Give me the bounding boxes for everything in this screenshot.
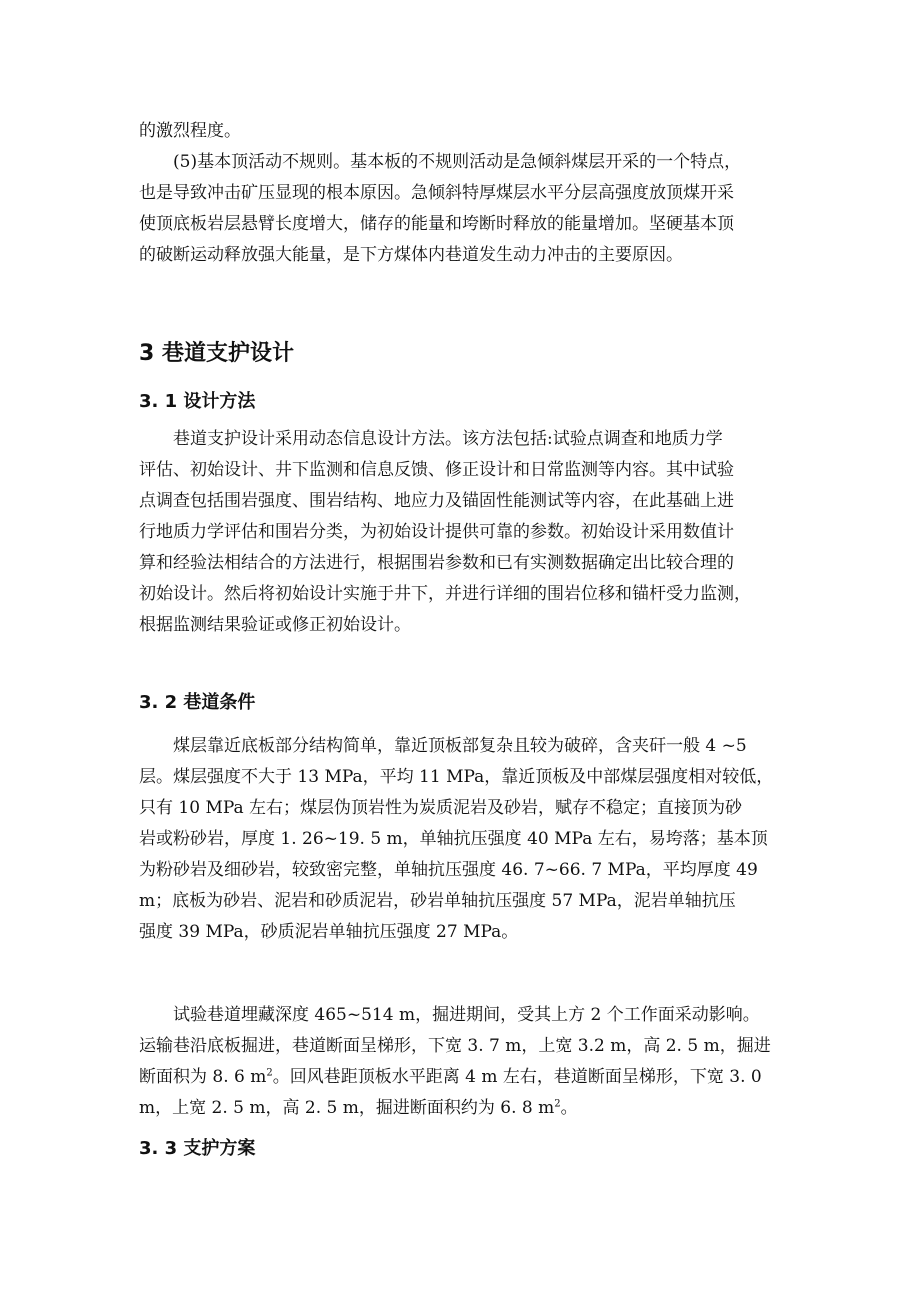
text-segment: 。回风巷距顶板水平距离 4 m 左右，巷道断面呈梯形，下宽 3. 0 (272, 1067, 762, 1087)
text-line: 点调查包括围岩强度、围岩结构、地应力及锚固性能测试等内容，在此基础上进 (139, 491, 734, 511)
text-line: m；底板为砂岩、泥岩和砂质泥岩，砂岩单轴抗压强度 57 MPa，泥岩单轴抗压 (139, 891, 736, 911)
superscript: 2 (554, 1098, 561, 1110)
text-line: 根据监测结果验证或修正初始设计。 (139, 615, 411, 635)
text-segment: 。 (560, 1098, 578, 1118)
paragraph-roadway-conditions (139, 731, 783, 948)
paragraph-design-method (139, 424, 783, 641)
text-line: 的破断运动释放强大能量，是下方煤体内巷道发生动力冲击的主要原因。 (139, 245, 683, 265)
text-line: 使顶底板岩层悬臂长度增大，储存的能量和垮断时释放的能量增加。坚硬基本顶 (139, 214, 734, 234)
text-line: 试验巷道埋藏深度 465~514 m，掘进期间，受其上方 2 个工作面采动影响。 (173, 1005, 760, 1025)
text-line: 评估、初始设计、井下监测和信息反馈、修正设计和日常监测等内容。其中试验 (139, 460, 734, 480)
text-line: 强度 39 MPa，砂质泥岩单轴抗压强度 27 MPa。 (139, 922, 519, 942)
text-line: 为粉砂岩及细砂岩，较致密完整，单轴抗压强度 46. 7~66. 7 MPa，平均厚度 49 (139, 860, 758, 880)
paragraph-test-roadway (139, 1000, 783, 1124)
subsection-heading-3-3: 3. 3 支护方案 (139, 1138, 256, 1159)
text-line: 算和经验法相结合的方法进行，根据围岩参数和已有实测数据确定出比较合理的 (139, 553, 734, 573)
text-line: 巷道支护设计采用动态信息设计方法。该方法包括:试验点调查和地质力学 (173, 429, 723, 449)
paragraph-item-5 (139, 147, 783, 271)
section-heading-3: 3 巷道支护设计 (139, 341, 294, 366)
subsection-heading-3-1: 3. 1 设计方法 (139, 391, 256, 412)
superscript: 2 (266, 1067, 273, 1079)
paragraph-intro-tail (139, 116, 783, 147)
text-line: 岩或粉砂岩，厚度 1. 26~19. 5 m，单轴抗压强度 40 MPa 左右，易垮落；基本顶 (139, 829, 768, 849)
text-segment: 断面积为 8. 6 m (139, 1067, 267, 1087)
text-line (139, 1062, 783, 1093)
text-line: 行地质力学评估和围岩分类，为初始设计提供可靠的参数。初始设计采用数值计 (139, 522, 734, 542)
text-line: 层。煤层强度不大于 13 MPa，平均 11 MPa，靠近顶板及中部煤层强度相对较低， (139, 767, 774, 787)
text-line: 也是导致冲击矿压显现的根本原因。急倾斜特厚煤层水平分层高强度放顶煤开采 (139, 183, 734, 203)
subsection-heading-3-2: 3. 2 巷道条件 (139, 692, 256, 713)
text-line: (5)基本顶活动不规则。基本板的不规则活动是急倾斜煤层开采的一个特点， (173, 152, 742, 172)
text-line: 煤层靠近底板部分结构简单，靠近顶板部复杂且较为破碎，含夹矸一般 4 ~5 (173, 736, 747, 756)
text-line (139, 1093, 783, 1124)
text-line: 只有 10 MPa 左右；煤层伪顶岩性为炭质泥岩及砂岩，赋存不稳定；直接顶为砂 (139, 798, 743, 818)
text-line: 的激烈程度。 (139, 121, 241, 141)
text-line: 运输巷沿底板掘进，巷道断面呈梯形，下宽 3. 7 m，上宽 3.2 m，高 2. 5 m，掘进 (139, 1036, 771, 1056)
text-segment: m，上宽 2. 5 m，高 2. 5 m，掘进断面积约为 6. 8 m (139, 1098, 555, 1118)
text-line: 初始设计。然后将初始设计实施于井下，并进行详细的围岩位移和锚杆受力监测， (139, 584, 751, 604)
